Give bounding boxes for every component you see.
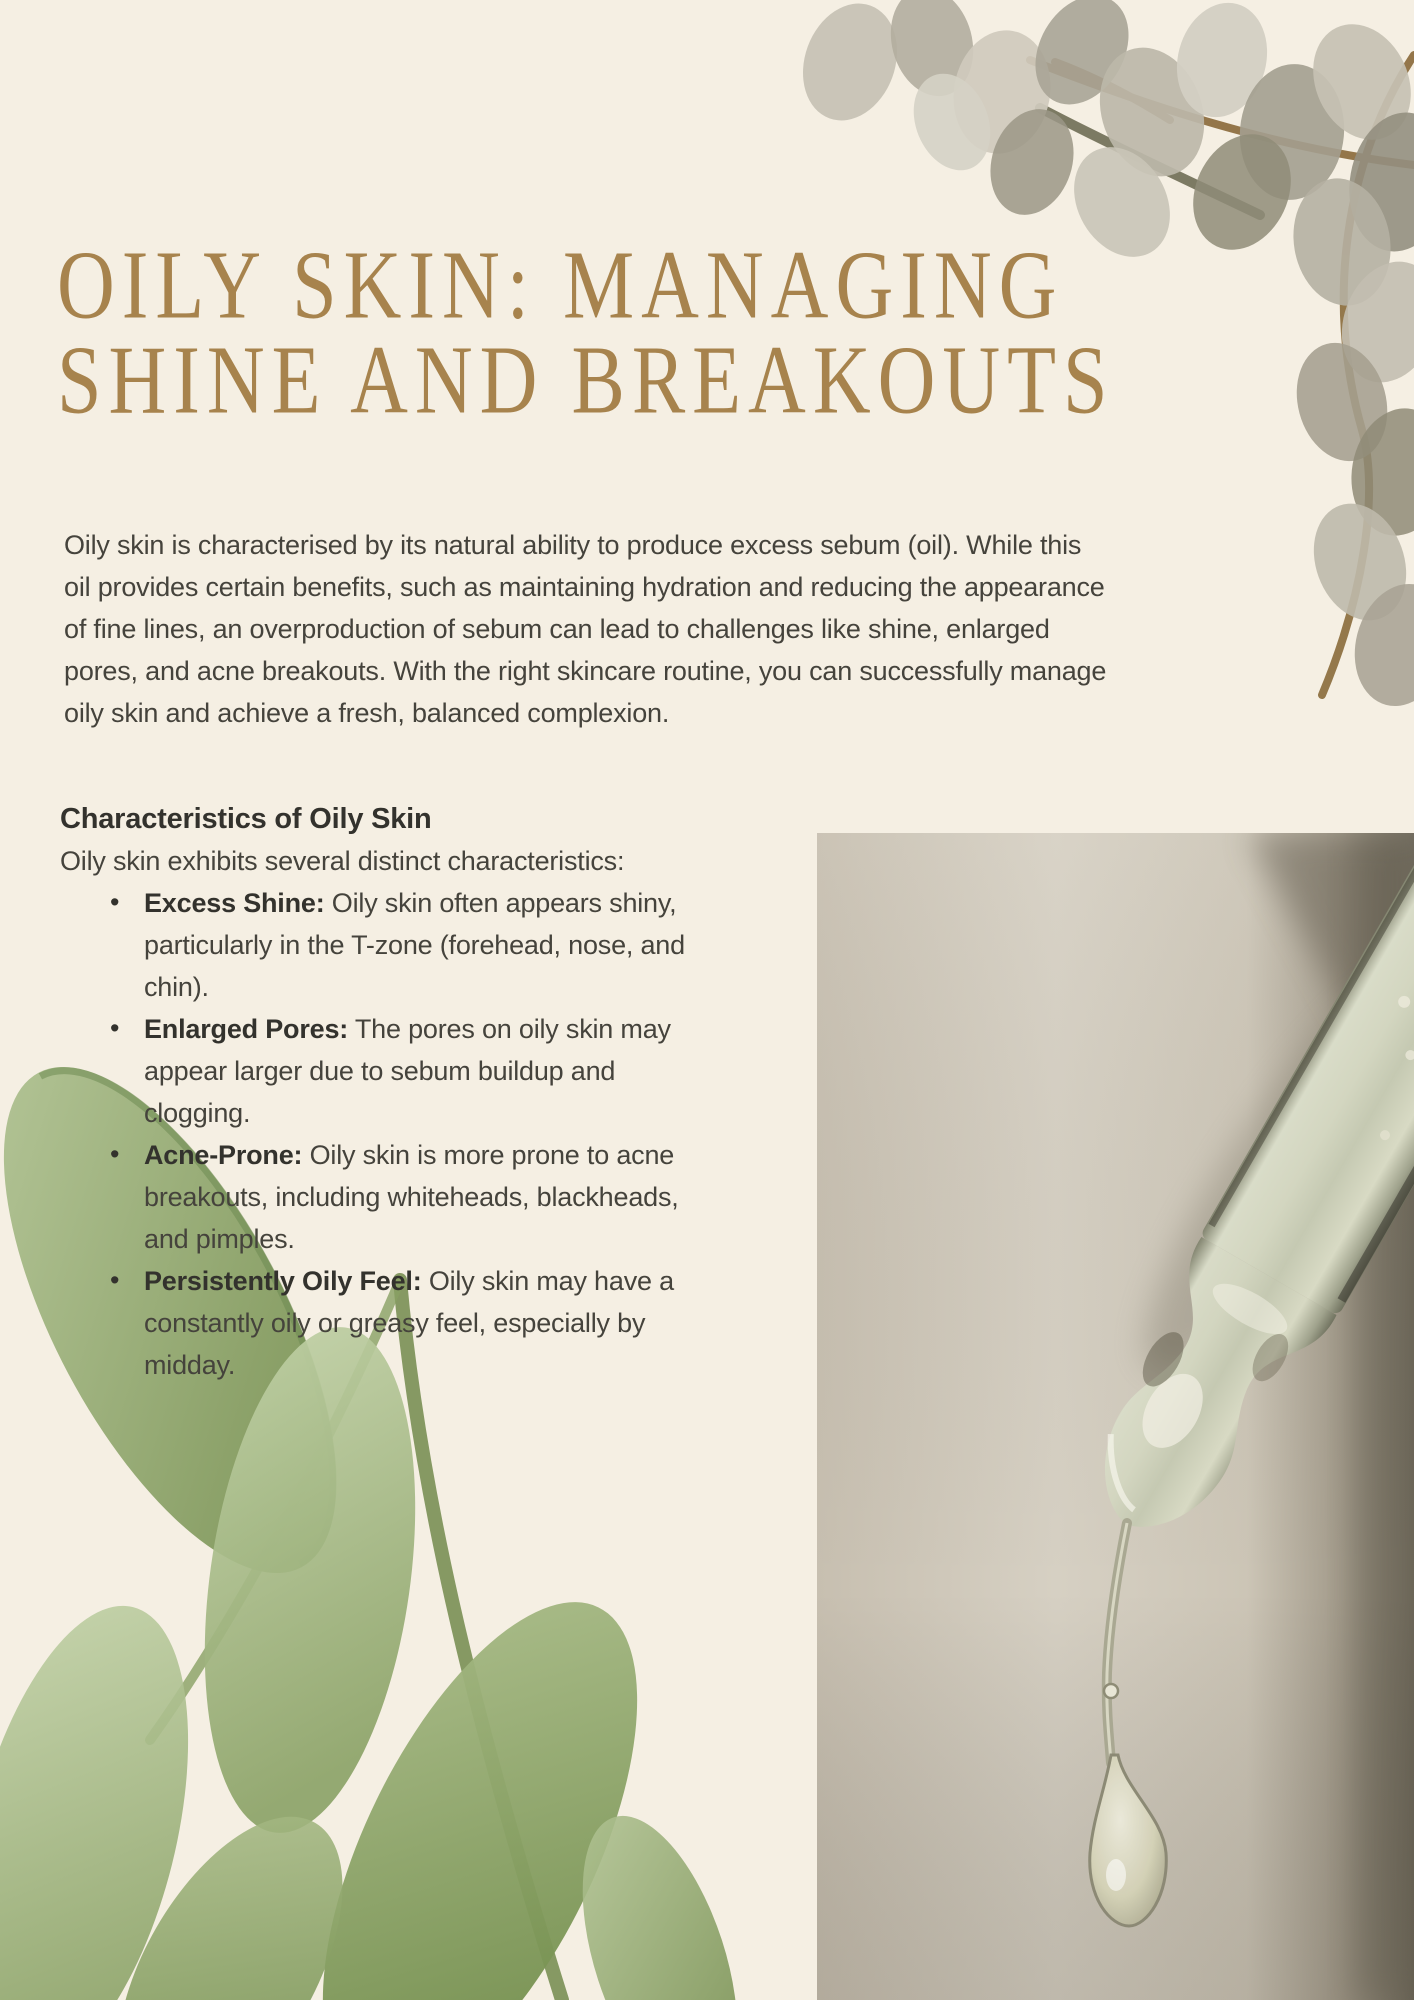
title-line-1: OILY SKIN: MANAGING xyxy=(57,231,1064,340)
intro-paragraph: Oily skin is characterised by its natural ability to produce excess sebum (oil). While this oil provides certain benefits, such as maintaining hydration and reducing the appearance of fine lines, an overproduction of sebum can lead to challenges like shine, enlarged pores, and acne breakouts. With the right skincare routine, you can successfully manage oily skin and achieve a fresh, balanced complexion. xyxy=(64,530,1107,728)
list-item-excess-shine xyxy=(144,882,688,1008)
bullet-text: Oily skin may have a constantly oily or greasy feel, especially by midday. xyxy=(144,1266,674,1380)
oil-dropper-photo xyxy=(817,833,1414,2000)
page-title xyxy=(57,231,1115,435)
bullet-text: Oily skin is more prone to acne breakouts, including whiteheads, blackheads, and pimples. xyxy=(144,1140,679,1254)
characteristics-list xyxy=(60,882,688,1386)
bullet-text: Oily skin often appears shiny, particularly in the T-zone (forehead, nose, and chin). xyxy=(144,888,685,1002)
list-item-acne-prone xyxy=(144,1134,688,1260)
list-item-persistently-oily xyxy=(144,1260,688,1386)
characteristics-section xyxy=(60,798,688,1386)
section-heading: Characteristics of Oily Skin xyxy=(60,803,432,835)
bullet-text: The pores on oily skin may appear larger due to sebum buildup and clogging. xyxy=(144,1014,671,1128)
section-lead: Oily skin exhibits several distinct characteristics: xyxy=(60,846,625,876)
title-line-2: SHINE AND BREAKOUTS xyxy=(57,327,1115,435)
bullet-label: Persistently Oily Feel: xyxy=(144,1266,422,1296)
bullet-label: Acne-Prone: xyxy=(144,1140,303,1170)
list-item-enlarged-pores xyxy=(144,1008,688,1134)
bullet-label: Excess Shine: xyxy=(144,888,325,918)
bullet-label: Enlarged Pores: xyxy=(144,1014,349,1044)
